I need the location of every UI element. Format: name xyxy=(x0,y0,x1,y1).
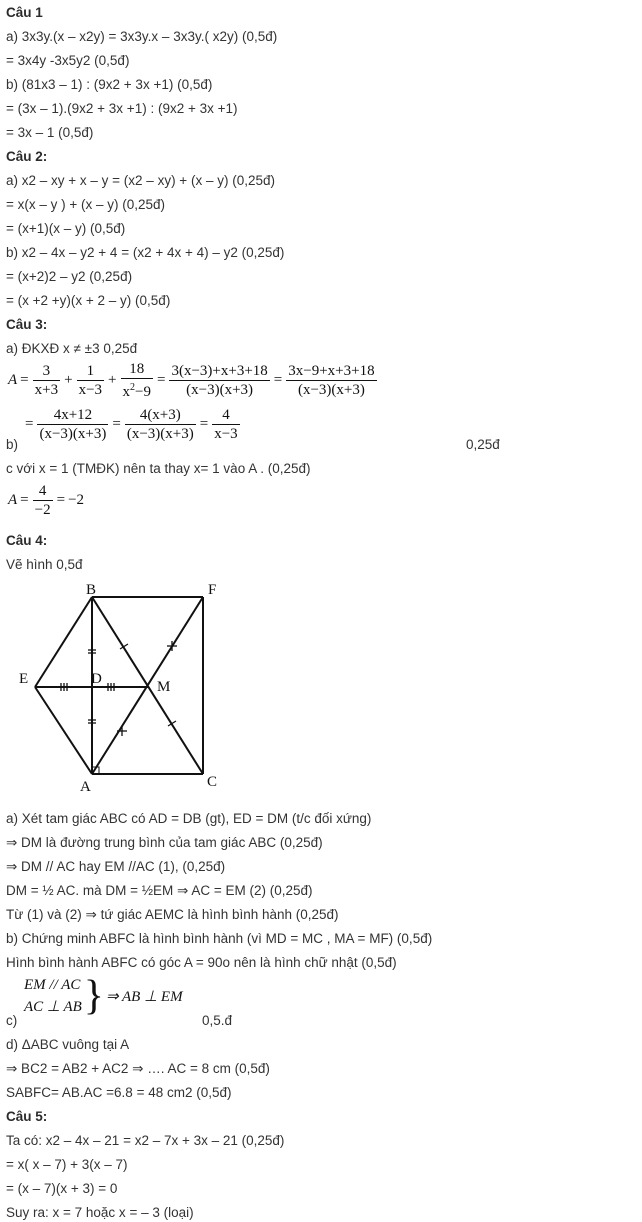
cau4-line-a4: DM = ½ AC. mà DM = ½EM ⇒ AC = EM (2) (0,25đ) xyxy=(6,883,313,898)
system-result: ⇒ AB ⊥ EM xyxy=(105,988,183,1005)
denominator-tail: −9 xyxy=(135,384,151,400)
fraction xyxy=(33,362,60,399)
denominator: x−3 xyxy=(78,382,103,398)
eq-sign: = xyxy=(273,372,283,388)
cau4-line-a3: ⇒ DM // AC hay EM //AC (1), (0,25đ) xyxy=(6,859,226,874)
fraction xyxy=(169,362,269,399)
cau2-line-a: a) x2 – xy + x – y = (x2 – xy) + (x – y) (0,25đ) xyxy=(6,173,275,188)
numerator: 4x+12 xyxy=(37,406,108,425)
eq-sign: = xyxy=(112,416,121,432)
cau4-system xyxy=(24,974,183,1018)
cau1-line-a: a) 3x3y.(x – x2y) = 3x3y.x – 3x3y.( x2y) (0,5đ) xyxy=(6,29,278,44)
denominator xyxy=(121,379,153,401)
label-c: C xyxy=(207,774,218,790)
cau3-line-c: c với x = 1 (TMĐK) nên ta thay x= 1 vào A . (0,25đ) xyxy=(6,461,311,476)
denominator: x+3 xyxy=(34,382,59,398)
cau2-line-a3: = (x+1)(x – y) (0,5đ) xyxy=(6,221,126,236)
fraction xyxy=(121,360,153,401)
cau4-title: Câu 4: xyxy=(6,533,48,548)
label-m: M xyxy=(157,679,171,695)
numerator: 4 xyxy=(212,406,239,425)
cau2-title: Câu 2: xyxy=(6,149,48,164)
cau4-line-b2: Hình bình hành ABFC có góc A = 90o nên là hình chữ nhật (0,5đ) xyxy=(6,955,397,970)
cau5-line-3: = (x – 7)(x + 3) = 0 xyxy=(6,1181,118,1196)
cau4-line-a1: a) Xét tam giác ABC có AD = DB (gt), ED = DM (t/c đối xứng) xyxy=(6,811,372,826)
cau3-equation-2 xyxy=(22,406,241,443)
numerator: 4 xyxy=(33,482,53,501)
cau3-equation-1 xyxy=(8,360,378,401)
fraction xyxy=(77,362,104,399)
numerator: 18 xyxy=(121,360,153,379)
cau2-line-b2: = (x+2)2 – y2 (0,25đ) xyxy=(6,269,133,284)
cau5-line-1: Ta có: x2 – 4x – 21 = x2 – 7x + 3x – 21 (0,25đ) xyxy=(6,1133,285,1148)
denominator: (x−3)(x+3) xyxy=(39,426,107,442)
var-a: A xyxy=(8,372,18,388)
cau1-line-b3: = 3x – 1 (0,5đ) xyxy=(6,125,94,140)
result: −2 xyxy=(68,492,85,508)
cau3-title: Câu 3: xyxy=(6,317,48,332)
fraction xyxy=(37,406,108,443)
label-f: F xyxy=(208,582,217,598)
segment-ea xyxy=(35,687,92,774)
cau5-line-4: Suy ra: x = 7 hoặc x = – 3 (loại) xyxy=(6,1205,194,1220)
system-row-1: EM // AC xyxy=(24,977,81,993)
plus-sign: + xyxy=(108,372,117,388)
cau1-title: Câu 1 xyxy=(6,5,43,20)
geometry-figure xyxy=(0,578,240,800)
label-d: D xyxy=(91,671,102,687)
eq-sign: = xyxy=(56,492,66,508)
cau4-line-d3: SABFC= AB.AC =6.8 = 48 cm2 (0,5đ) xyxy=(6,1085,232,1100)
cau1-line-b2: = (3x – 1).(9x2 + 3x +1) : (9x2 + 3x +1) xyxy=(6,101,238,116)
fraction xyxy=(33,482,53,519)
eq-sign: = xyxy=(199,416,209,432)
cau5-line-2: = x( x – 7) + 3(x – 7) xyxy=(6,1157,128,1172)
cau4-c-label: c) xyxy=(6,1013,18,1028)
cau4-line-b1: b) Chứng minh ABFC là hình bình hành (vì MD = MC , MA = MF) (0,5đ) xyxy=(6,931,433,946)
cau3-line-a: a) ĐKXĐ x ≠ ±3 0,25đ xyxy=(6,341,138,356)
cau2-line-b3: = (x +2 +y)(x + 2 – y) (0,5đ) xyxy=(6,293,171,308)
label-b: B xyxy=(86,582,97,598)
eq-sign: = xyxy=(20,492,29,508)
eq-sign: = xyxy=(156,372,166,388)
denominator: −2 xyxy=(34,502,51,518)
eq-sign: = xyxy=(20,372,29,388)
label-a: A xyxy=(80,779,91,795)
eq-sign: = xyxy=(25,416,34,432)
cau1-line-a2: = 3x4y -3x5y2 (0,5đ) xyxy=(6,53,130,68)
brace-icon: } xyxy=(83,973,104,1019)
denominator: x−3 xyxy=(214,426,238,442)
numerator: 3x−9+x+3+18 xyxy=(288,363,375,379)
cau4-line-a2: ⇒ DM là đường trung bình của tam giác ABC (0,25đ) xyxy=(6,835,323,850)
denominator: (x−3)(x+3) xyxy=(126,426,194,442)
numerator: 3(x−3)+x+3+18 xyxy=(171,363,268,379)
cau3-equation-3 xyxy=(8,482,84,519)
var-a: A xyxy=(8,492,18,508)
fraction xyxy=(212,406,239,443)
cau3-b-score: 0,25đ xyxy=(466,437,500,452)
numerator: 1 xyxy=(77,362,104,381)
exponent: 2 xyxy=(130,382,136,393)
denominator-base: x xyxy=(122,384,131,400)
cau5-title: Câu 5: xyxy=(6,1109,48,1124)
numerator: 4(x+3) xyxy=(125,406,196,425)
fraction xyxy=(125,406,196,443)
numerator: 3 xyxy=(33,362,60,381)
cau4-line-d2: ⇒ BC2 = AB2 + AC2 ⇒ …. AC = 8 cm (0,5đ) xyxy=(6,1061,270,1076)
cau4-c-score: 0,5.đ xyxy=(202,1013,233,1028)
system-row-2: AC ⊥ AB xyxy=(24,999,82,1015)
cau2-line-b: b) x2 – 4x – y2 + 4 = (x2 + 4x + 4) – y2 (0,25đ) xyxy=(6,245,285,260)
label-e: E xyxy=(19,671,29,687)
cau4-line-d1: d) ΔABC vuông tại A xyxy=(6,1037,130,1052)
denominator: (x−3)(x+3) xyxy=(186,382,254,398)
cau4-draw-line: Vẽ hình 0,5đ xyxy=(6,557,83,572)
fraction xyxy=(286,362,376,399)
cau2-line-a2: = x(x – y ) + (x – y) (0,25đ) xyxy=(6,197,166,212)
plus-sign: + xyxy=(64,372,73,388)
cau4-line-a5: Từ (1) và (2) ⇒ tứ giác AEMC là hình bình hành (0,25đ) xyxy=(6,907,339,922)
system-rows xyxy=(24,974,82,1018)
cau3-b-label: b) xyxy=(6,437,19,452)
segment-eb xyxy=(35,597,92,687)
cau1-line-b: b) (81x3 – 1) : (9x2 + 3x +1) (0,5đ) xyxy=(6,77,213,92)
denominator: (x−3)(x+3) xyxy=(297,382,365,398)
